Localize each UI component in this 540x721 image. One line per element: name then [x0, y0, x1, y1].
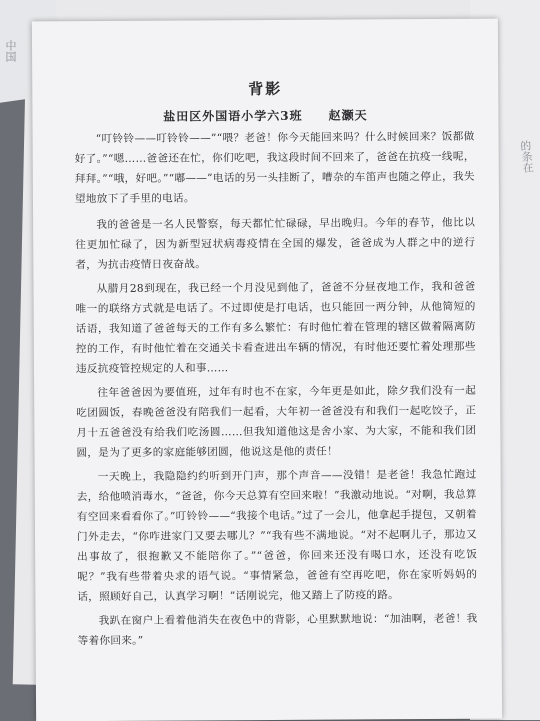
right-margin-marks: 的条在 — [518, 139, 535, 174]
paragraph: 往年爸爸因为要值班，过年有时也不在家，今年更是如此，除夕我们没有一起吃团圆饭，春晚爸爸没有陪我们一起看，大年初一爸爸没有和我们一起吃饺子，正月十五爸爸没有给我们吃汤圆……但我知道他这是舍小家、为大家，不能和我们团圆，是为了更多的家庭能够团圆，他说这是他的责任！ — [76, 384, 477, 460]
left-margin-marks: 中国 — [4, 40, 17, 62]
paragraph: 从腊月28到现在，我已经一个月没见到他了，爸爸不分昼夜地工作，我和爸爸唯一的联络方式就是电话了。不过即使是打电话，也只能回一两分钟，从他简短的话语，我知道了爸爸每天的工作有多么繁忙：有时他忙着在管理的辖区做着隔离防控的工作，有时他忙着在交通关卡看查进出车辆的情况，有时他还要忙着处理那些违反抗疫管控规定的人和事…… — [75, 280, 476, 376]
essay-page — [32, 19, 502, 721]
paragraph: “叮铃铃——叮铃铃——”“喂？老爸！你今天能回来吗？什么时候回来？饭都做好了。”“嗯……爸爸还在忙，你们吃吧，我这段时间不回来了，爸爸在抗疫一线呢，拜拜。”“哦，好吧。”“嘟——”电话的另一头挂断了，嘈杂的车笛声也随之停止，我失望地放下了手里的电话。 — [74, 130, 475, 206]
essay-byline: 盐田区外国语小学六3班 赵灏天 — [163, 108, 368, 124]
essay-title: 背影 — [248, 79, 283, 99]
paragraph: 我趴在窗户上看着他消失在夜色中的背影，心里默默地说：“加油啊，老爸！我等着你回来。” — [77, 612, 478, 648]
essay-body — [75, 127, 478, 654]
paragraph: 我的爸爸是一名人民警察，每天都忙忙碌碌，早出晚归。今年的春节，他比以往更加忙碌了，因为新型冠状病毒疫情在全国的爆发，爸爸成为人群之中的逆行者，为抗击疫情日夜奋战。 — [75, 216, 476, 272]
paragraph: 一天晚上，我隐隐约约听到开门声，那个声音——没错！是老爸！我急忙跑过去，给他喷消毒水，“爸爸，你今天总算有空回来啦！”我激动地说。“对啊，我总算有空回来看看你了。”叮铃铃——“我接个电话。”过了一会儿，他拿起手提包，又朝着门外走去，“你咋进家门又要去哪儿？”“我有些不满地说。“对不起啊儿子，那边又出事故了，很抱歉又不能陪你了。”“爸爸，你回来还没有喝口水，还没有吃饭呢？”我有些带着央求的语气说。“事情紧急，爸爸有空再吃吧，你在家听妈妈的话，照顾好自己，认真学习啊！”话刚说完，他又踏上了防疫的路。 — [76, 468, 478, 604]
